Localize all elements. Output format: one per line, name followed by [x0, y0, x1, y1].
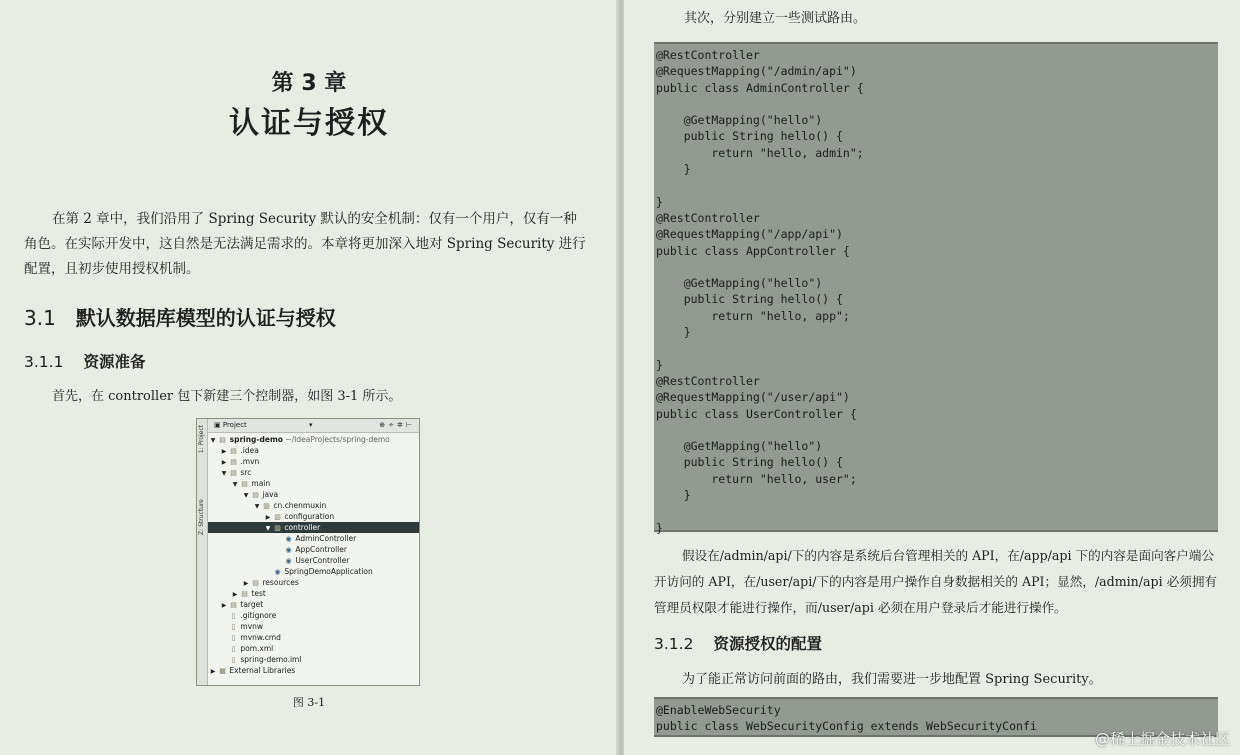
code-line: public class AppController {	[656, 243, 850, 258]
file-icon: ▯	[231, 623, 236, 631]
code-line	[656, 96, 1218, 112]
routes-intro: 其次，分别建立一些测试路由。	[684, 11, 867, 26]
subsection-number: 3.1.1	[24, 353, 64, 371]
figure-caption: 图 3-1	[292, 696, 326, 709]
tree-node	[208, 434, 419, 445]
section-heading	[24, 302, 336, 331]
code-line: @RequestMapping("/app/api")	[656, 227, 843, 242]
tree-node-label: configuration	[282, 512, 335, 521]
subsection-heading	[24, 350, 145, 372]
left-page	[0, 0, 618, 755]
tree-node-label: spring-demo.iml	[238, 655, 302, 664]
project-tree	[208, 434, 419, 676]
code-line: public String hello() {	[656, 455, 843, 470]
chapter-intro-paragraph: 在第 2 章中，我们沿用了 Spring Security 默认的安全机制：仅有一个用户，仅有一种角色。在实际开发中，这自然是无法满足需求的。本章将更加深入地对 Spring Security 进行配置，且初步使用授权机制。	[24, 211, 586, 277]
code-line: @GetMapping("hello")	[656, 439, 823, 454]
tree-node-label: SpringDemoApplication	[282, 567, 373, 576]
package-icon: ▥	[263, 502, 270, 510]
tree-node-label: mvnw	[238, 622, 264, 631]
figure-intro-paragraph: 首先，在 controller 包下新建三个控制器，如图 3-1 所示。	[52, 389, 402, 404]
code-line: public String hello() {	[656, 292, 843, 307]
code-line: @RestController	[656, 48, 760, 62]
code-line: return "hello, app";	[656, 308, 850, 323]
collapsed-arrow-icon: ▶	[221, 459, 227, 466]
package-icon: ▥	[274, 524, 281, 532]
subsection-title-2: 资源授权的配置	[713, 635, 822, 653]
expanded-arrow-icon: ▼	[254, 503, 260, 510]
tree-node-label: .idea	[238, 446, 259, 455]
tree-node	[208, 610, 419, 621]
folder-icon: ▤	[230, 458, 237, 466]
tree-node	[208, 533, 419, 544]
folder-icon: ▤	[230, 469, 237, 477]
expanded-arrow-icon: ▼	[221, 470, 227, 477]
code-line: }	[656, 488, 691, 503]
subsection-title: 资源准备	[83, 353, 146, 371]
class-icon: ◉	[274, 568, 281, 576]
package-icon: ▥	[274, 513, 281, 521]
dropdown-icon: ▾	[309, 421, 313, 429]
code-line: }	[656, 325, 691, 340]
tree-node	[208, 588, 419, 599]
tree-node	[208, 665, 419, 676]
tree-node-label: test	[249, 589, 266, 598]
code-line: }	[656, 194, 663, 209]
code-line: }	[656, 520, 663, 535]
tree-node	[208, 555, 419, 566]
tree-node	[208, 643, 419, 654]
collapsed-arrow-icon: ▶	[221, 448, 227, 455]
tree-node	[208, 544, 419, 555]
tree-node-label: resources	[260, 578, 299, 587]
tree-node	[208, 489, 419, 500]
panel-title: Project	[222, 421, 247, 429]
ide-project-screenshot	[196, 418, 420, 686]
tree-node	[208, 599, 419, 610]
tree-node-label: External Libraries	[227, 666, 296, 675]
folder-icon: ▤	[219, 436, 226, 444]
class-icon: ◉	[285, 535, 292, 543]
code-line	[656, 340, 1218, 356]
project-path: ~/IdeaProjects/spring-demo	[282, 435, 390, 444]
chapter-number: 第 3 章	[271, 71, 347, 96]
tree-node	[208, 632, 419, 643]
tree-node	[208, 478, 419, 489]
tree-node	[208, 500, 419, 511]
code-line: public class WebSecurityConfig extends WebSecurityConfi	[656, 719, 1037, 734]
subsection-heading-2	[654, 632, 822, 654]
subsection-number-2: 3.1.2	[654, 635, 694, 653]
code-line: @RequestMapping("/admin/api")	[656, 64, 857, 79]
class-icon: ◉	[285, 546, 292, 554]
right-page	[624, 0, 1240, 755]
tree-node-label: .gitignore	[238, 611, 277, 620]
watermark: @稀土掘金技术社区	[1094, 730, 1230, 748]
expanded-arrow-icon: ▼	[243, 492, 249, 499]
tree-node-label: cn.chenmuxin	[271, 501, 327, 510]
panel-tool-icons: ⊕÷✲⊢	[379, 421, 415, 429]
library-icon: ▦	[219, 667, 226, 675]
code-line	[656, 422, 1218, 438]
routes-explanation: 假设在/admin/api/下的内容是系统后台管理相关的 API，在/app/api 下的内容是面向客户端公开访问的 API，在/user/api/下的内容是用户操作自身数据相关的 API；显然，/admin/api 必须拥有管理员权限才能进行操作，而/user/api 必须在用户登录后才能进行操作。	[654, 548, 1218, 615]
tree-node	[208, 566, 419, 577]
file-icon: ▯	[231, 634, 236, 642]
tree-node-label: spring-demo	[227, 435, 283, 444]
tree-node	[208, 654, 419, 665]
tree-node	[208, 445, 419, 456]
tree-node-label: src	[238, 468, 252, 477]
chapter-title: 认证与授权	[229, 106, 389, 141]
structure-side-tab: Z: Structure	[198, 499, 205, 535]
tree-node-label: mvnw.cmd	[238, 633, 281, 642]
folder-icon: ▤	[241, 480, 248, 488]
tree-node-label: pom.xml	[238, 644, 274, 653]
ide-panel-header	[208, 419, 419, 433]
code-line: }	[656, 162, 691, 177]
expanded-arrow-icon: ▼	[232, 481, 238, 488]
code-line: @RestController	[656, 373, 760, 388]
code-line: }	[656, 357, 663, 372]
tree-node-label: controller	[282, 523, 321, 532]
tree-node	[208, 456, 419, 467]
collapsed-arrow-icon: ▶	[210, 668, 216, 675]
folder-icon: ▤	[252, 579, 259, 587]
code-line	[656, 503, 1218, 519]
tree-node	[208, 621, 419, 632]
section-title: 默认数据库模型的认证与授权	[75, 306, 336, 330]
tree-node-label: target	[238, 600, 264, 609]
code-line: public String hello() {	[656, 129, 843, 144]
tree-node	[208, 522, 419, 533]
expanded-arrow-icon: ▼	[265, 525, 271, 532]
collapsed-arrow-icon: ▶	[243, 580, 249, 587]
tree-node-label: UserController	[293, 556, 350, 565]
folder-icon: ▤	[230, 447, 237, 455]
collapsed-arrow-icon: ▶	[232, 591, 238, 598]
code-line: @RequestMapping("/user/api")	[656, 390, 850, 405]
tree-node-label: .mvn	[238, 457, 260, 466]
code-line	[656, 259, 1218, 275]
code-line: public class UserController {	[656, 406, 857, 421]
code-line: @GetMapping("hello")	[656, 113, 823, 128]
code-line	[656, 177, 1218, 193]
config-intro: 为了能正常访问前面的路由，我们需要进一步地配置 Spring Security。	[682, 672, 1102, 687]
project-view-icon: ▣	[214, 421, 223, 429]
tree-node-label: main	[249, 479, 271, 488]
section-number: 3.1	[24, 306, 56, 330]
tree-node-label: AppController	[293, 545, 347, 554]
code-line: public class AdminController {	[656, 80, 864, 95]
collapsed-arrow-icon: ▶	[265, 514, 271, 521]
code-line: return "hello, user";	[656, 471, 857, 486]
project-side-tab: 1: Project	[198, 425, 205, 454]
file-icon: ▯	[231, 645, 236, 653]
file-icon: ▯	[231, 656, 236, 664]
folder-icon: ▤	[230, 601, 237, 609]
tree-node	[208, 467, 419, 478]
class-icon: ◉	[285, 557, 292, 565]
collapsed-arrow-icon: ▶	[221, 602, 227, 609]
file-icon: ▯	[231, 612, 236, 620]
ide-side-bar	[197, 419, 208, 685]
tree-node-label: AdminController	[293, 534, 357, 543]
code-line: return "hello, admin";	[656, 145, 864, 160]
expanded-arrow-icon: ▼	[210, 437, 216, 444]
tree-node	[208, 577, 419, 588]
tree-node-label: java	[260, 490, 279, 499]
code-line: @RestController	[656, 210, 760, 225]
code-block-controllers	[654, 42, 1218, 535]
code-line: @EnableWebSecurity	[656, 703, 781, 717]
tree-node	[208, 511, 419, 522]
code-line: @GetMapping("hello")	[656, 276, 823, 291]
folder-icon: ▤	[252, 491, 259, 499]
folder-icon: ▤	[241, 590, 248, 598]
